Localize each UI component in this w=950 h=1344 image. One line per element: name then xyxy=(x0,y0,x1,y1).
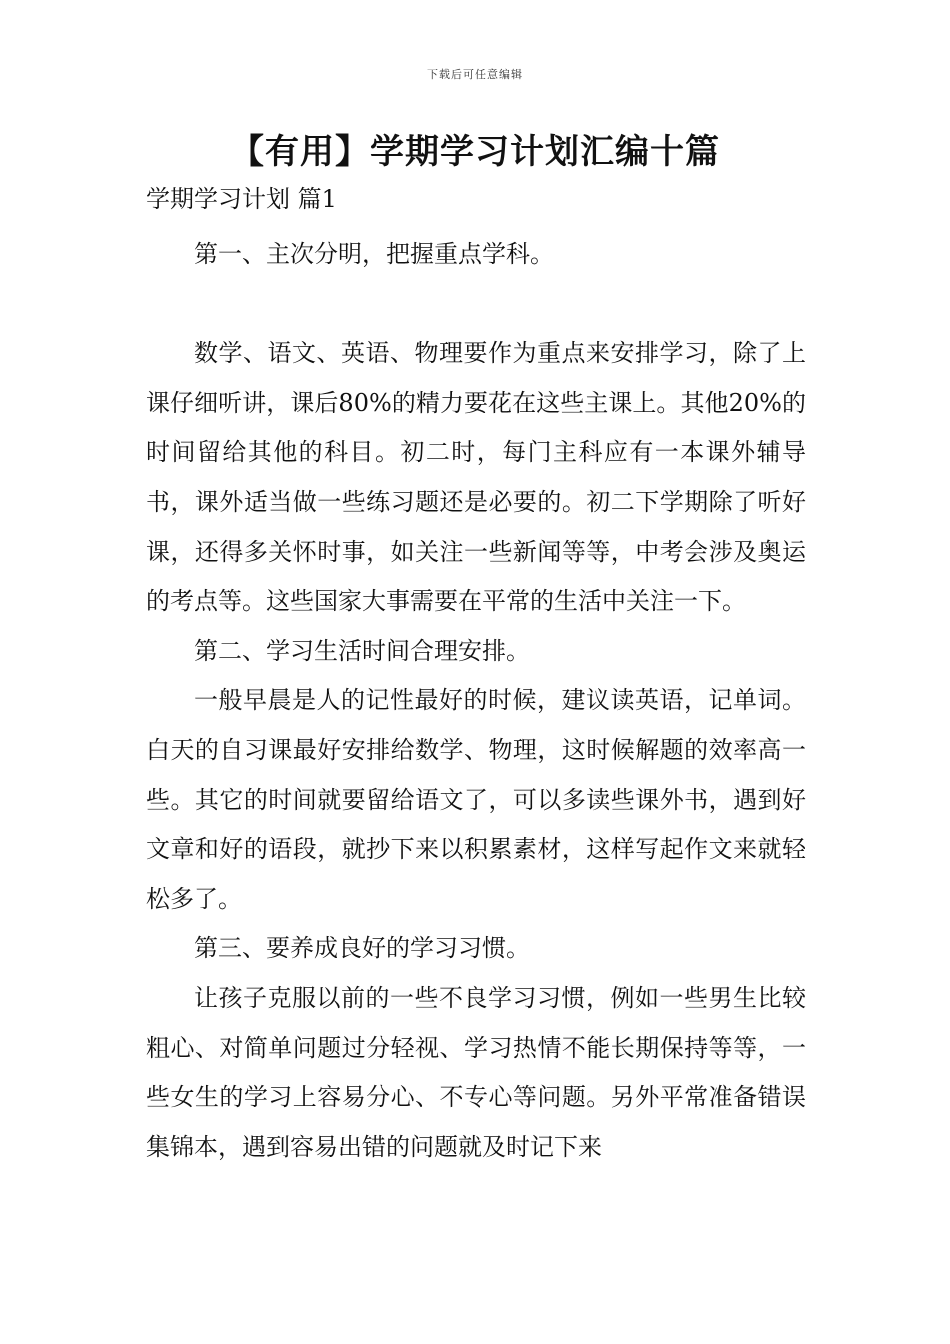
paragraph-heading-1: 第一、主次分明，把握重点学科。 xyxy=(194,240,554,268)
document-body xyxy=(146,230,806,1172)
paragraph-heading-2: 第二、学习生活时间合理安排。 xyxy=(194,636,530,665)
paragraph-heading-3: 第三、要养成良好的学习习惯。 xyxy=(194,934,530,963)
document-title: 【有用】学期学习计划汇编十篇 xyxy=(230,132,720,172)
paragraph: 一般早晨是人的记性最好的时候，建议读英语，记单词。白天的自习课最好安排给数学、物理，这时候解题的效率高一些。其它的时间就要留给语文了，可以多读些课外书，遇到好文章和好的语段，就抄下来以积累素材，这样写起作文来就轻松多了。 xyxy=(146,686,806,913)
section-title: 学期学习计划 篇1 xyxy=(146,185,337,213)
header-note: 下载后可任意编辑 xyxy=(427,68,523,81)
paragraph: 让孩子克服以前的一些不良学习习惯，例如一些男生比较粗心、对简单问题过分轻视、学习热情不能长期保持等等，一些女生的学习上容易分心、不专心等问题。另外平常准备错误集锦本，遇到容易出错的问题就及时记下来 xyxy=(146,983,806,1161)
paragraph: 数学、语文、英语、物理要作为重点来安排学习，除了上课仔细听讲，课后80%的精力要花在这些主课上。其他20%的时间留给其他的科目。初二时，每门主科应有一本课外辅导书，课外适当做一些练习题还是必要的。初二下学期除了听好课，还得多关怀时事，如关注一些新闻等等，中考会涉及奥运的考点等。这些国家大事需要在平常的生活中关注一下。 xyxy=(146,339,806,616)
